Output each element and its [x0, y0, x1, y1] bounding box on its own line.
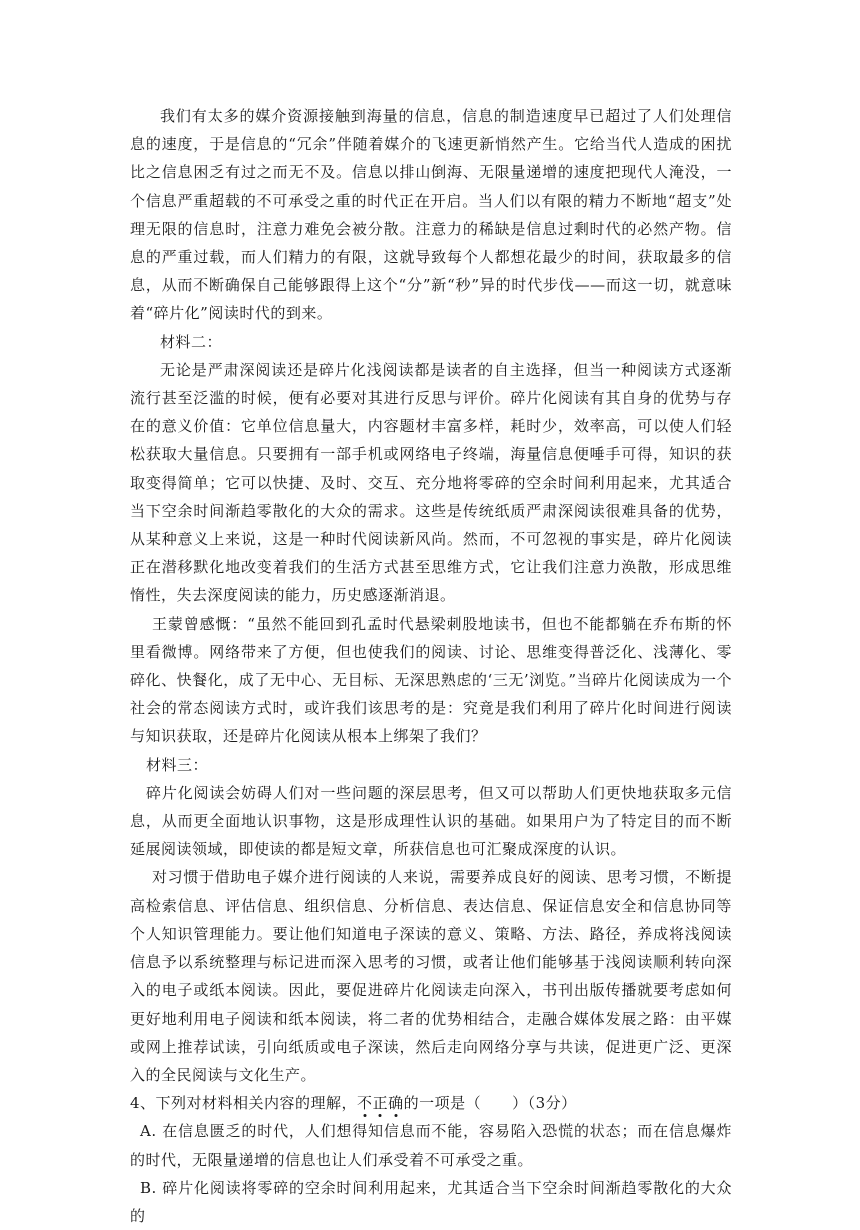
material3-paragraph-2: 对习惯于借助电子媒介进行阅读的人来说，需要养成良好的阅读、思考习惯，不断提高检索信息、评估信息、组织信息、分析信息、表达信息、保证信息安全和信息协同等个人知识管理能力。要让他们知道电子深读的意义、策略、方法、路径，养成将浅阅读信息予以系统整理与标记进而深入思考的习惯，或者让他们能够基于浅阅读顺利转向深入的电子或纸本阅读。因此，要促进碎片化阅读走向深入，书刊出版传播就要考虑如何更好地利用电子阅读和纸本阅读，将二者的优势相结合，走融合媒体发展之路：由平媒或网上推荐试读，引向纸质或电子深读，然后走向网络分享与共读，促进更广泛、更深入的全民阅读与文化生产。 — [130, 868, 732, 1084]
emphasis-char: 确 — [388, 1094, 404, 1113]
material2-paragraph-2: 王蒙曾感慨：“虽然不能回到孔孟时代悬梁刺股地读书，但也不能都躺在乔布斯的怀里看微博。网络带来了方便，但也使我们的阅读、讨论、思维变得普泛化、浅薄化、零碎化、快餐化，成了无中心、无目标、无深思熟虑的‘三无’浏览。”当碎片化阅读成为一个社会的常态阅读方式时，或许我们该思考的是：究竟是我们利用了碎片化时间进行阅读与知识获取，还是碎片化阅读从根本上绑架了我们？ — [130, 614, 732, 746]
question-4-suffix: 的一项是（ ）（3分） — [403, 1094, 577, 1113]
question-4-emphasis — [357, 1094, 404, 1112]
question-4-stem — [130, 1089, 732, 1117]
question-4-option-b[interactable]: B. 碎片化阅读将零碎的空余时间利用起来，尤其适合当下空余时间渐趋零散化的大众的 — [130, 1178, 732, 1225]
emphasis-char: 不 — [357, 1094, 373, 1113]
material1-paragraph-1: 我们有太多的媒介资源接触到海量的信息，信息的制造速度早已超过了人们处理信息的速度，于是信息的“冗余”伴随着媒介的飞速更新悄然产生。它给当代人造成的困扰比之信息困乏有过之而无不及。信息以排山倒海、无限量递增的速度把现代人淹没，一个信息严重超载的不可承受之重的时代正在开启。当人们以有限的精力不断地“超支”处理无限的信息时，注意力难免会被分散。注意力的稀缺是信息过剩时代的必然产物。信息的严重过载，而人们精力的有限，这就导致每个人都想花最少的时间，获取最多的信息，从而不断确保自己能够跟得上这个“分”新“秒”异的时代步伐——而这一切，就意味着“碎片化”阅读时代的到来。 — [130, 107, 732, 323]
emphasis-char: 正 — [372, 1094, 389, 1113]
reading-passage — [130, 102, 732, 1230]
material3-paragraph-1: 碎片化阅读会妨碍人们对一些问题的深层思考，但又可以帮助人们更快地获取多元信息，从而更全面地认识事物，这是形成理性认识的基础。如果用户为了特定目的而不断延展阅读领域，即使读的都是短文章，所获信息也可汇聚成深度的认识。 — [130, 783, 732, 859]
material2-paragraph-1: 无论是严肃深阅读还是碎片化浅阅读都是读者的自主选择，但当一种阅读方式逐渐流行甚至泛滥的时候，便有必要对其进行反思与评价。碎片化阅读有其自身的优势与存在的意义价值：它单位信息量大，内容题材丰富多样，耗时少，效率高，可以使人们轻松获取大量信息。只要拥有一部手机或网络电子终端，海量信息便唾手可得，知识的获取变得简单；它可以快捷、及时、交互、充分地将零碎的空余时间利用起来，尤其适合当下空余时间渐趋零散化的大众的需求。这些是传统纸质严肃深阅读很难具备的优势，从某种意义上来说，这是一种时代阅读新风尚。然而，不可忽视的事实是，碎片化阅读正在潜移默化地改变着我们的生活方式甚至思维方式，它让我们注意力涣散，形成思维惰性，失去深度阅读的能力，历史感逐渐消退。 — [130, 360, 732, 605]
material2-heading: 材料二： — [160, 332, 223, 351]
question-4-option-a[interactable]: A. 在信息匮乏的时代，人们想得知信息而不能，容易陷入恐慌的状态；而在信息爆炸的时代，无限量递增的信息也让人们承受着不可承受之重。 — [130, 1122, 732, 1169]
question-4-prefix: 4、下列对材料相关内容的理解， — [130, 1094, 358, 1113]
material3-heading: 材料三： — [146, 755, 209, 774]
